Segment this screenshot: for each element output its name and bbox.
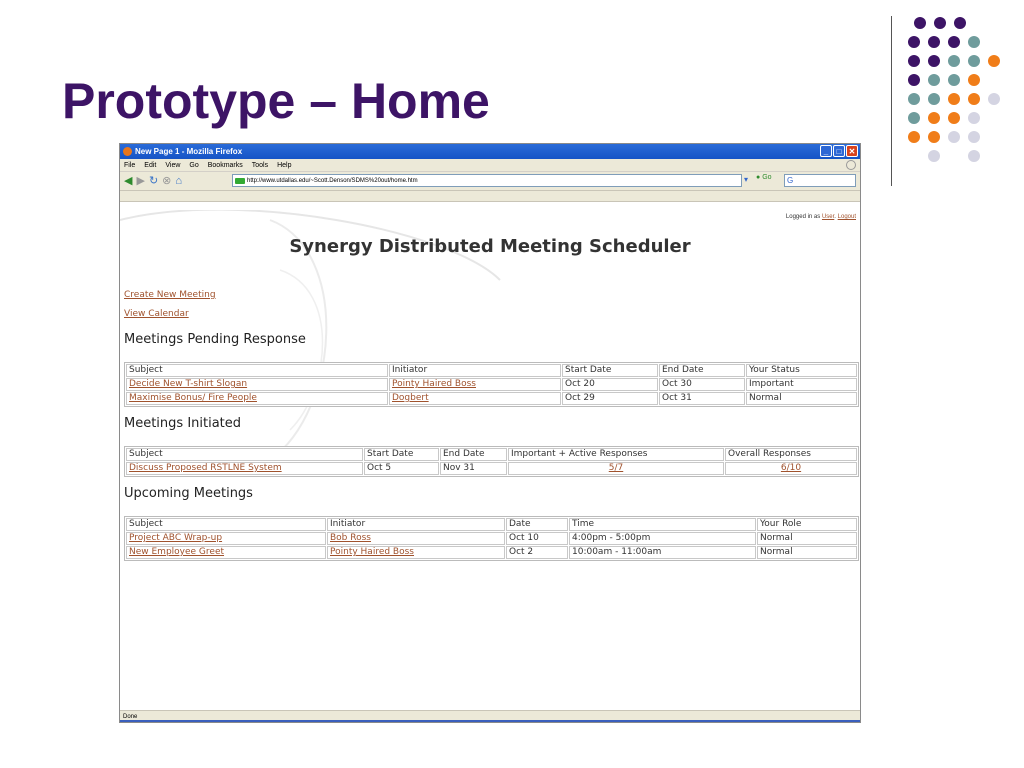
- firefox-icon: [123, 147, 132, 156]
- meeting-subject-link[interactable]: Maximise Bonus/ Fire People: [126, 392, 388, 405]
- decorative-dot: [928, 74, 940, 86]
- start-date-cell: Oct 5: [364, 462, 439, 475]
- decorative-dot: [908, 36, 920, 48]
- menu-view[interactable]: View: [165, 161, 181, 169]
- column-header: Time: [569, 518, 756, 531]
- decorative-dot: [928, 131, 940, 143]
- meeting-subject-link[interactable]: Discuss Proposed RSTLNE System: [126, 462, 363, 475]
- decorative-dot: [948, 74, 960, 86]
- overall-responses-link[interactable]: 6/10: [725, 462, 857, 475]
- status-cell: Normal: [746, 392, 857, 405]
- decorative-dot: [948, 36, 960, 48]
- decorative-dot: [948, 112, 960, 124]
- start-date-cell: Oct 20: [562, 378, 658, 391]
- decorative-dot: [908, 93, 920, 105]
- column-header: End Date: [440, 448, 507, 461]
- reload-icon[interactable]: ↻: [148, 175, 159, 187]
- table-row: [126, 462, 857, 475]
- view-calendar-link[interactable]: View Calendar: [124, 309, 189, 319]
- page-heading: Synergy Distributed Meeting Scheduler: [289, 236, 691, 257]
- initiator-link[interactable]: Dogbert: [389, 392, 561, 405]
- column-header: Subject: [126, 364, 388, 377]
- decorative-dot: [948, 93, 960, 105]
- decorative-dot: [928, 36, 940, 48]
- end-date-cell: Oct 31: [659, 392, 745, 405]
- login-status: Logged in as User. Logout: [785, 214, 856, 220]
- decorative-dot-grid: [908, 14, 1008, 164]
- decorative-dot: [988, 93, 1000, 105]
- decorative-dot: [908, 55, 920, 67]
- column-header: Important + Active Responses: [508, 448, 724, 461]
- time-cell: 4:00pm - 5:00pm: [569, 532, 756, 545]
- initiator-link[interactable]: Pointy Haired Boss: [327, 546, 505, 559]
- column-header: Start Date: [562, 364, 658, 377]
- status-accent-line: [120, 720, 860, 722]
- menu-bookmarks[interactable]: Bookmarks: [207, 161, 243, 169]
- initiated-section-title: Meetings Initiated: [124, 416, 242, 431]
- important-responses-link[interactable]: 5/7: [508, 462, 724, 475]
- decorative-dot: [928, 55, 940, 67]
- user-link[interactable]: User: [821, 214, 835, 220]
- decorative-dot: [968, 93, 980, 105]
- address-url: http://www.utdallas.edu/~Scott.Denson/SDMS%20out/home.htm: [247, 178, 418, 184]
- divider-line: [891, 16, 892, 186]
- go-button[interactable]: ● Go: [756, 174, 772, 181]
- role-cell: Normal: [757, 546, 857, 559]
- column-header: Date: [506, 518, 568, 531]
- table-row: [126, 532, 857, 545]
- time-cell: 10:00am - 11:00am: [569, 546, 756, 559]
- navigation-toolbar: [120, 172, 860, 191]
- minimize-button[interactable]: _: [820, 145, 832, 157]
- column-header: Initiator: [389, 364, 561, 377]
- close-button[interactable]: ✕: [846, 145, 858, 157]
- browser-window: [119, 143, 861, 723]
- upcoming-table: [124, 516, 859, 561]
- decorative-dot: [948, 131, 960, 143]
- address-bar[interactable]: [232, 174, 742, 187]
- column-header: Initiator: [327, 518, 505, 531]
- column-header: Overall Responses: [725, 448, 857, 461]
- decorative-dot: [968, 36, 980, 48]
- column-header: Subject: [126, 518, 326, 531]
- decorative-dot: [968, 150, 980, 162]
- start-date-cell: Oct 29: [562, 392, 658, 405]
- browser-titlebar: [120, 144, 860, 159]
- decorative-dot: [968, 74, 980, 86]
- go-label: Go: [762, 174, 772, 181]
- decorative-dot: [908, 74, 920, 86]
- column-header: Subject: [126, 448, 363, 461]
- decorative-dot: [928, 150, 940, 162]
- end-date-cell: Oct 30: [659, 378, 745, 391]
- search-engine-icon: G: [787, 176, 794, 185]
- decorative-dot: [968, 55, 980, 67]
- logout-link[interactable]: Logout: [837, 214, 856, 220]
- column-header: Your Role: [757, 518, 857, 531]
- menu-edit[interactable]: Edit: [144, 161, 157, 169]
- decorative-dot: [968, 131, 980, 143]
- create-new-meeting-link[interactable]: Create New Meeting: [124, 290, 216, 300]
- decorative-dot: [914, 17, 926, 29]
- slide-title: Prototype – Home: [62, 73, 490, 129]
- decorative-dot: [928, 93, 940, 105]
- upcoming-section-title: Upcoming Meetings: [124, 486, 253, 501]
- status-text: Done: [123, 714, 138, 720]
- address-dropdown-icon[interactable]: ▾: [744, 175, 749, 184]
- menu-file[interactable]: File: [124, 161, 136, 169]
- meeting-subject-link[interactable]: Decide New T-shirt Slogan: [126, 378, 388, 391]
- menu-bar: [120, 159, 860, 172]
- initiator-link[interactable]: Pointy Haired Boss: [389, 378, 561, 391]
- maximize-button[interactable]: □: [833, 145, 845, 157]
- date-cell: Oct 10: [506, 532, 568, 545]
- table-row: [126, 392, 857, 405]
- menu-go[interactable]: Go: [189, 161, 199, 169]
- window-title: New Page 1 - Mozilla Firefox: [135, 147, 243, 156]
- column-header: Your Status: [746, 364, 857, 377]
- decorative-dot: [968, 112, 980, 124]
- column-header: End Date: [659, 364, 745, 377]
- pending-table: [124, 362, 859, 407]
- decorative-dot: [988, 55, 1000, 67]
- end-date-cell: Nov 31: [440, 462, 507, 475]
- meeting-subject-link[interactable]: Project ABC Wrap-up: [126, 532, 326, 545]
- menu-tools[interactable]: Tools: [251, 161, 269, 169]
- decorative-dot: [928, 112, 940, 124]
- search-input[interactable]: [784, 174, 856, 187]
- meeting-subject-link[interactable]: New Employee Greet: [126, 546, 326, 559]
- role-cell: Normal: [757, 532, 857, 545]
- throbber-icon: [846, 160, 856, 170]
- forward-icon[interactable]: ▶: [136, 175, 145, 187]
- menu-help[interactable]: Help: [277, 161, 292, 169]
- column-header: Start Date: [364, 448, 439, 461]
- initiated-table: [124, 446, 859, 477]
- decorative-dot: [948, 55, 960, 67]
- back-icon[interactable]: ◀: [124, 175, 133, 187]
- bookmarks-toolbar: [120, 191, 860, 202]
- status-cell: Important: [746, 378, 857, 391]
- site-icon: [235, 178, 245, 184]
- page-content: [120, 210, 860, 710]
- initiator-link[interactable]: Bob Ross: [327, 532, 505, 545]
- table-row: [126, 546, 857, 559]
- login-prefix: Logged in as: [785, 214, 821, 220]
- table-header-row: [126, 448, 857, 461]
- home-icon[interactable]: ⌂: [175, 175, 183, 187]
- decorative-dot: [908, 112, 920, 124]
- table-header-row: [126, 364, 857, 377]
- decorative-dot: [954, 17, 966, 29]
- pending-section-title: Meetings Pending Response: [124, 332, 306, 347]
- stop-icon[interactable]: ⊗: [162, 175, 172, 187]
- date-cell: Oct 2: [506, 546, 568, 559]
- decorative-dot: [934, 17, 946, 29]
- table-row: [126, 378, 857, 391]
- decorative-dot: [908, 131, 920, 143]
- table-header-row: [126, 518, 857, 531]
